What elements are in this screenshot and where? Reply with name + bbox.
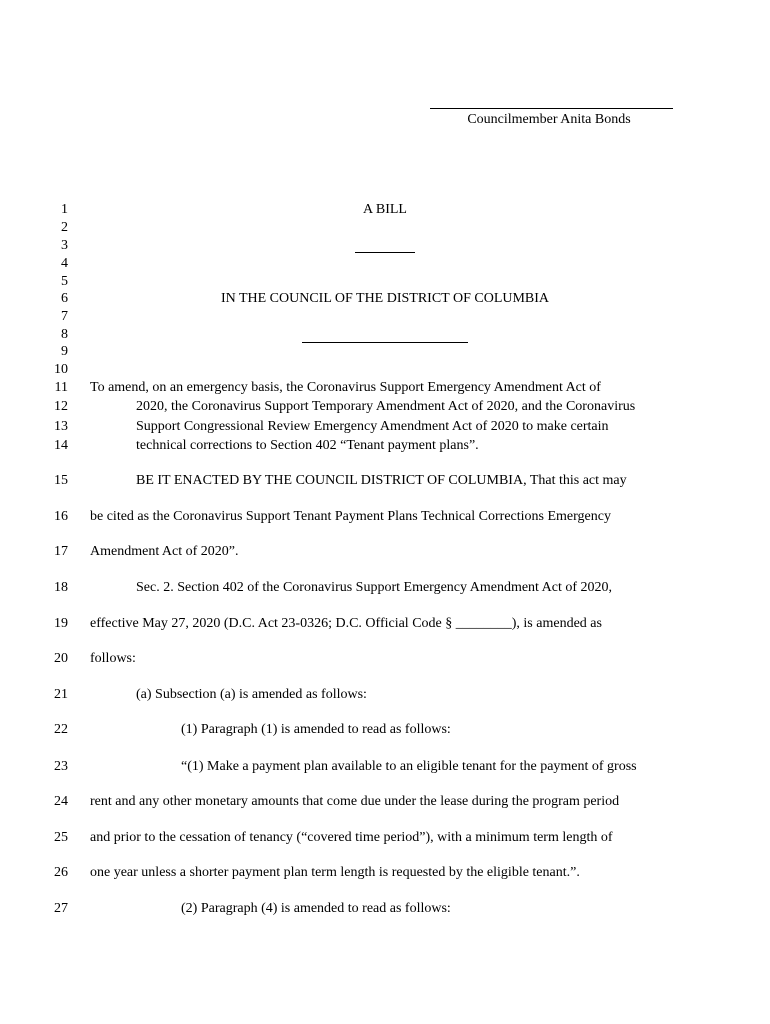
purpose-line: 2020, the Coronavirus Support Temporary Amendment Act of 2020, and the Coronavirus <box>136 399 636 414</box>
line-number: 19 <box>54 616 68 631</box>
line-number: 22 <box>54 722 68 737</box>
purpose-line: To amend, on an emergency basis, the Coronavirus Support Emergency Amendment Act of <box>90 380 601 395</box>
line-number: 7 <box>61 309 68 324</box>
line-number: 21 <box>54 687 68 702</box>
line-number: 8 <box>61 327 68 342</box>
council-heading: IN THE COUNCIL OF THE DISTRICT OF COLUMBIA <box>220 291 550 306</box>
body-line: effective May 27, 2020 (D.C. Act 23-0326; D.C. Official Code § ________), is amended as <box>90 616 602 631</box>
section-heading: Sec. 2. Section 402 of the Coronavirus Support Emergency Amendment Act of 2020, <box>136 580 613 595</box>
paragraph-line: (1) Paragraph (1) is amended to read as follows: <box>181 722 451 737</box>
line-number: 5 <box>61 274 68 289</box>
line-number: 1 <box>61 202 68 217</box>
body-line: Amendment Act of 2020”. <box>90 544 239 559</box>
body-line: one year unless a shorter payment plan term length is requested by the eligible tenant.”. <box>90 865 580 880</box>
line-number: 27 <box>54 901 68 916</box>
line-number: 15 <box>54 473 68 488</box>
line-number: 9 <box>61 344 68 359</box>
bill-title: A BILL <box>363 202 407 217</box>
subsection-line: (a) Subsection (a) is amended as follows: <box>136 687 367 702</box>
line-number: 3 <box>61 238 68 253</box>
line-number: 13 <box>54 419 68 434</box>
line-number: 6 <box>61 291 68 306</box>
signature-line <box>430 108 673 109</box>
line-number: 14 <box>54 438 68 453</box>
date-blank <box>302 342 468 343</box>
line-number: 24 <box>54 794 68 809</box>
paragraph-line: (2) Paragraph (4) is amended to read as follows: <box>181 901 451 916</box>
body-line: rent and any other monetary amounts that come due under the lease during the program period <box>90 794 620 809</box>
line-number: 10 <box>54 362 68 377</box>
line-number: 4 <box>61 256 68 271</box>
councilmember-signature: Councilmember Anita Bonds <box>467 112 631 127</box>
line-number: 25 <box>54 830 68 845</box>
purpose-line: Support Congressional Review Emergency Amendment Act of 2020 to make certain <box>136 419 609 434</box>
line-number: 12 <box>54 399 68 414</box>
body-line: and prior to the cessation of tenancy (“covered time period”), with a minimum term length of <box>90 830 613 845</box>
line-number: 26 <box>54 865 68 880</box>
line-number: 17 <box>54 544 68 559</box>
body-line: be cited as the Coronavirus Support Tenant Payment Plans Technical Corrections Emergency <box>90 509 611 524</box>
bill-number-blank <box>355 252 415 253</box>
line-number: 2 <box>61 220 68 235</box>
purpose-line: technical corrections to Section 402 “Tenant payment plans”. <box>136 438 479 453</box>
line-number: 18 <box>54 580 68 595</box>
line-number: 20 <box>54 651 68 666</box>
quoted-text-line: “(1) Make a payment plan available to an eligible tenant for the payment of gross <box>181 759 637 774</box>
enacting-clause: BE IT ENACTED BY THE COUNCIL DISTRICT OF COLUMBIA, That this act may <box>136 473 627 488</box>
body-line: follows: <box>90 651 136 666</box>
line-number: 16 <box>54 509 68 524</box>
line-number: 23 <box>54 759 68 774</box>
line-number: 11 <box>54 380 68 395</box>
